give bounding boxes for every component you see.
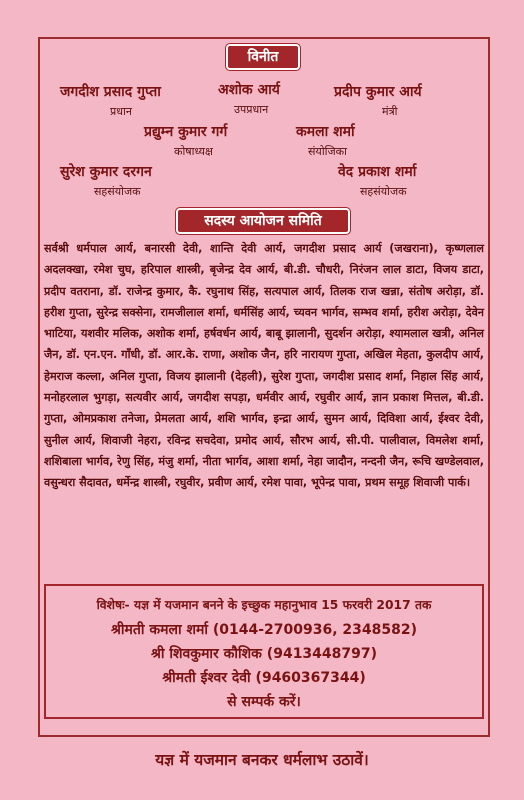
official-name: अशोक आर्य <box>218 82 280 98</box>
contact-intro: विशेषः- यज्ञ में यजमान बनने के इच्छुक महानुभाव 15 फरवरी 2017 तक <box>96 598 432 612</box>
official-role: उपप्रधान <box>234 103 269 116</box>
official-name: वेद प्रकाश शर्मा <box>338 164 417 180</box>
official-role: सहसंयोजक <box>94 185 141 198</box>
official-role: मंत्री <box>382 105 398 118</box>
footer-slogan: यज्ञ में यजमान बनकर धर्मलाभ उठावें। <box>155 751 369 769</box>
official-name: प्रदीप कुमार आर्य <box>334 84 422 100</box>
official-role: संयोजिका <box>308 145 347 158</box>
official-name: प्रद्युम्न कुमार गर्ग <box>144 124 228 140</box>
official-name: जगदीश प्रसाद गुप्ता <box>60 84 161 100</box>
committee-members-list: सर्वश्री धर्मपाल आर्य, बनारसी देवी, शान्ति देवी आर्य, जगदीश प्रसाद आर्य (जखराना), कृष्णलाल अदलक्खा, रमेश चुघ, हरिपाल शास्त्री, बृजेन्द्र देव आर्य, बी.डी. चौधरी, निरंजन लाल डाटा, विजय डाटा, प्रदीप वतराना, डॉ. राजेन्द्र कुमार, कै. रघुनाथ सिंह, सत्यपाल आर्य, तिलक राज खन्ना, संतोष अरोड़ा, डॉ. हरीश गुप्ता, सुरेन्द्र सक्सेना, रामजीलाल शर्मा, धर्मसिंह आर्य, च्यवन भार्गव, सम्भव शर्मा, हरीश अरोड़ा, देवेन भाटिया, यशवीर मलिक, अशोक शर्मा, हर्षवर्धन आर्य, बाबू झालानी, सुदर्शन अरोड़ा, श्यामलाल खत्री, अनिल जैन, डॉ. एन.एन. गाँधी, डॉ. आर.के. राणा, अशोक जैन, हरि नारायण गुप्ता, अखिल मेहता, कुलदीप आर्य, हेमराज कल्ला, अनिल गुप्ता, विजय झालानी (देहली), सुरेश गुप्ता, जगदीश प्रसाद शर्मा, निहाल सिंह आर्य, मनोहरलाल भुगड़ा, सत्यवीर आर्य, जगदीश सपड़ा, धर्मवीर आर्य, रघुवीर आर्य, ज्ञान प्रकाश मित्तल, बी.डी. गुप्ता, ओमप्रकाश तनेजा, प्रेमलता आर्य, शशि भार्गव, इन्द्रा आर्य, सुमन आर्य, दिविशा आर्य, ईश्वर देवी, सुनील आर्य, शिवाजी नेहरा, रविन्द्र सचदेवा, प्रमोद आर्य, सौरभ आर्य, सी.पी. पालीवाल, विमलेश शर्मा, शशिबाला भार्गव, रेणु सिंह, मंजु शर्मा, नीता भार्गव, आशा शर्मा, नेहा जादौन, नन्दनी जैन, रूचि खण्डेलवाल, वसुन्धरा सैदावत, धर्मेन्द्र शास्त्री, रघुवीर, प्रवीण आर्य, रमेश पावा, भूपेन्द्र पावा, प्रथम समूह शिवाजी पार्क। <box>44 242 484 490</box>
official-role: कोषाध्यक्ष <box>174 145 213 158</box>
contact-box <box>44 584 484 719</box>
vineet-heading: विनीत <box>226 44 300 70</box>
contact-person: श्रीमती कमला शर्मा (0144-2700936, 2348582) <box>110 622 418 638</box>
official-name: सुरेश कुमार दरगन <box>60 164 152 180</box>
official-role: प्रधान <box>110 105 132 118</box>
contact-person: श्री शिवकुमार कौशिक (9413448797) <box>150 646 378 662</box>
contact-person: श्रीमती ईश्वर देवी (9460367344) <box>162 670 366 686</box>
committee-heading: सदस्य आयोजन समिति <box>176 208 350 234</box>
official-name: कमला शर्मा <box>296 124 355 140</box>
official-role: सहसंयोजक <box>360 185 407 198</box>
contact-closing: से सम्पर्क करें। <box>227 694 301 710</box>
